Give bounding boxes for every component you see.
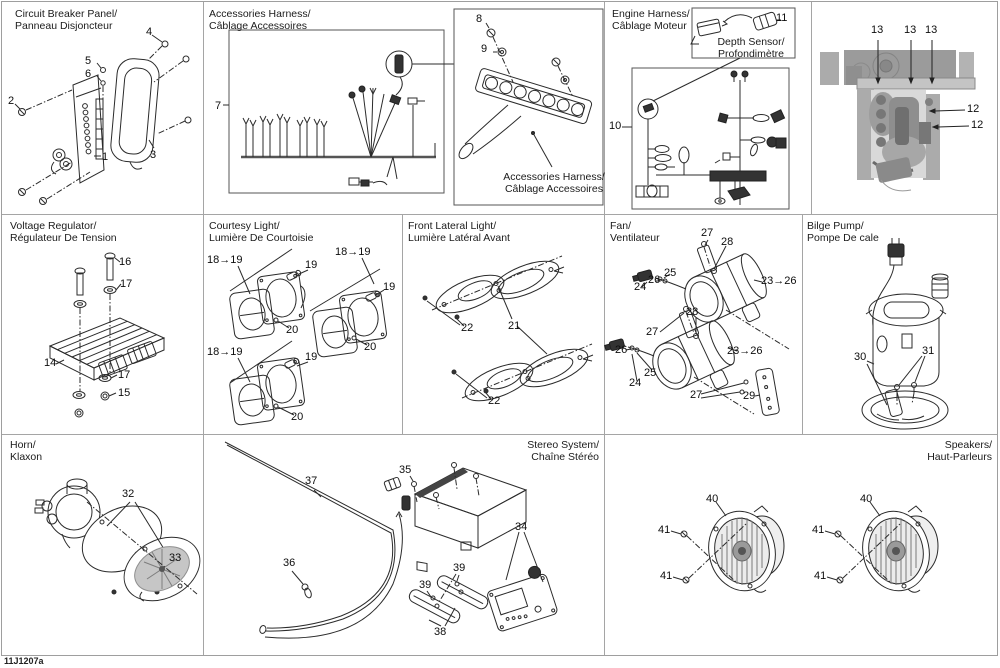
panel-title	[209, 220, 313, 245]
panel-horn	[2, 434, 203, 655]
panel-voltage-regulator	[2, 214, 202, 434]
sheet-code: 11J1207a	[4, 656, 44, 666]
panel-courtesy-light	[202, 214, 402, 434]
callout-label: 21	[508, 320, 521, 332]
panel-speakers	[604, 434, 997, 655]
callout-label: 27	[701, 227, 714, 239]
callout-label: 7	[215, 100, 222, 112]
callout-label: 23→26	[727, 345, 763, 357]
callout-label: 2	[8, 95, 15, 107]
callout-label: 22	[488, 395, 501, 407]
panel-title-fr: Haut-Parleurs	[927, 451, 992, 464]
courtesy-light-drawing	[202, 214, 402, 434]
front-lateral-light-drawing	[402, 214, 604, 434]
callout-label: 11	[776, 12, 788, 24]
callout-label: 6	[85, 68, 92, 80]
panel-title-fr: Pompe De cale	[807, 232, 879, 245]
inset-label: Depth Sensor/ Profondimètre	[717, 36, 785, 61]
panel-front-lateral-light	[402, 214, 604, 434]
callout-label: 19	[305, 351, 318, 363]
callout-label: 4	[146, 26, 153, 38]
panel-fan	[604, 214, 802, 434]
inset-label: Accessories Harness/ Câblage Accessoires	[503, 171, 605, 196]
callout-label: 28	[686, 306, 699, 318]
callout-label: 18→19	[335, 246, 371, 258]
panel-title-fr: Ventilateur	[610, 232, 660, 245]
panel-title	[209, 8, 311, 33]
panel-title-en: Stereo System/	[527, 439, 599, 451]
callout-label: 17	[120, 278, 133, 290]
callout-label: 24	[629, 377, 642, 389]
circuit-breaker-drawing	[2, 2, 203, 214]
callout-label: 35	[399, 464, 412, 476]
panel-title-en: Courtesy Light/	[209, 220, 280, 232]
callout-label: 40	[706, 493, 719, 505]
callout-label: 20	[364, 341, 377, 353]
callout-label: 29	[743, 390, 756, 402]
panel-stereo	[203, 434, 604, 655]
callout-label: 27	[646, 326, 659, 338]
panel-title	[612, 8, 690, 33]
panel-title-en: Voltage Regulator/	[10, 220, 97, 232]
panel-title-en: Speakers/	[944, 439, 992, 451]
panel-title	[610, 220, 660, 245]
callout-label: 17	[118, 369, 131, 381]
panel-accessories-harness	[203, 2, 604, 214]
panel-title	[527, 439, 599, 464]
bilge-pump-drawing	[802, 214, 997, 434]
callout-label: 19	[383, 281, 396, 293]
panel-title-en: Bilge Pump/	[807, 220, 864, 232]
callout-label: 1	[102, 151, 109, 163]
panel-title-en: Accessories Harness/	[209, 8, 311, 20]
callout-label: 19	[305, 259, 318, 271]
callout-label: 18→19	[207, 254, 243, 266]
callout-label: 24	[634, 281, 647, 293]
callout-label: 32	[122, 488, 135, 500]
callout-label: 27	[690, 389, 703, 401]
callout-label: 13	[925, 24, 938, 36]
callout-label: 26	[648, 274, 661, 286]
panel-title-fr: Chaîne Stéréo	[531, 451, 599, 464]
callout-label: 37	[305, 475, 318, 487]
panel-title-en: Fan/	[610, 220, 632, 232]
panel-title	[807, 220, 879, 245]
callout-label: 28	[721, 236, 734, 248]
panel-bilge-pump	[802, 214, 997, 434]
callout-label: 14	[44, 357, 57, 369]
panel-title-en: Circuit Breaker Panel/	[15, 8, 118, 20]
panel-title-fr: Lumière Latéral Avant	[408, 232, 510, 245]
panel-title	[10, 220, 117, 245]
panel-title-fr: Câblage Moteur	[612, 20, 687, 33]
fan-drawing	[604, 214, 802, 434]
callout-label: 12	[971, 119, 984, 131]
callout-label: 25	[644, 367, 657, 379]
diagram-sheet	[1, 1, 998, 656]
callout-label: 13	[904, 24, 917, 36]
panel-title-fr: Câblage Accessoires	[209, 20, 308, 33]
panel-title-fr: Régulateur De Tension	[10, 232, 117, 245]
callout-label: 40	[860, 493, 873, 505]
callout-label: 41	[658, 524, 671, 536]
callout-label: 8	[476, 13, 483, 25]
callout-label: 9	[481, 43, 488, 55]
panel-engine-view	[811, 2, 997, 214]
callout-label: 22	[461, 322, 474, 334]
callout-label: 30	[854, 351, 867, 363]
callout-label: 18→19	[207, 346, 243, 358]
callout-label: 41	[814, 570, 827, 582]
panel-title	[408, 220, 510, 245]
panel-title-en: Horn/	[10, 439, 36, 451]
callout-label: 26	[615, 344, 628, 356]
panel-engine-harness	[604, 2, 811, 214]
callout-label: 13	[871, 24, 884, 36]
callout-label: 20	[286, 324, 299, 336]
callout-label: 3	[150, 149, 157, 161]
panel-title	[10, 439, 42, 464]
voltage-regulator-drawing	[2, 214, 202, 434]
callout-label: 36	[283, 557, 296, 569]
panel-title-fr: Klaxon	[10, 451, 43, 464]
engine-harness-drawing	[604, 2, 811, 214]
callout-label: 25	[664, 267, 677, 279]
panel-title	[927, 439, 992, 464]
callout-label: 33	[169, 552, 182, 564]
callout-label: 10	[609, 120, 622, 132]
panel-title-fr: Panneau Disjoncteur	[15, 20, 113, 33]
horn-drawing	[2, 434, 203, 655]
panel-title-fr: Lumière De Courtoisie	[209, 232, 314, 245]
callout-label: 31	[922, 345, 935, 357]
panel-title-en: Front Lateral Light/	[408, 220, 497, 232]
speakers-drawing	[604, 434, 997, 655]
callout-label: 5	[85, 55, 92, 67]
callout-label: 23→26	[761, 275, 797, 287]
callout-label: 41	[812, 524, 825, 536]
panel-circuit-breaker	[2, 2, 203, 214]
callout-label: 20	[291, 411, 304, 423]
callout-label: 41	[660, 570, 673, 582]
callout-label: 39	[419, 579, 432, 591]
callout-label: 39	[453, 562, 466, 574]
callout-label: 34	[515, 521, 528, 533]
callout-label: 38	[434, 626, 447, 638]
callout-label: 15	[118, 387, 131, 399]
callout-label: 12	[967, 103, 980, 115]
callout-label: 16	[119, 256, 132, 268]
panel-title	[15, 8, 117, 33]
panel-title-en: Engine Harness/	[612, 8, 690, 20]
